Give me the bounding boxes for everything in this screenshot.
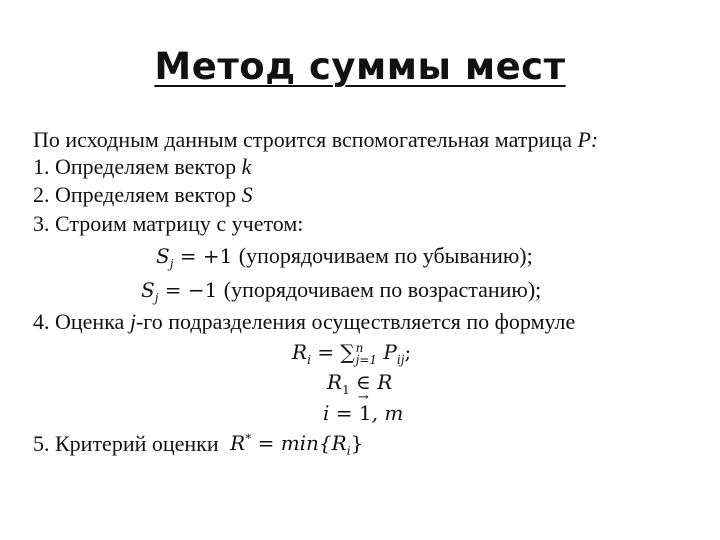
rule-1-line: $S_j = +1$ (упорядочиваем по убыванию); — [156, 243, 533, 271]
formula-r1: $R_1$ ∈ R — [327, 370, 393, 397]
step-2-text: 2. Определяем вектор — [33, 182, 237, 207]
rule-2-line: $S_j = -1$ (упорядочиваем по возрастанию); — [141, 277, 542, 305]
step-4-prefix: 4. Оценка — [33, 309, 125, 334]
step-1-line — [33, 155, 251, 179]
step-4-suffix: -го подразделения осуществляется по формуле — [135, 309, 576, 334]
step-1-text: 1. Определяем вектор — [33, 154, 237, 179]
step-3-line — [33, 212, 303, 236]
slide-title: Метод суммы мест — [154, 45, 566, 88]
intro-text: По исходным данным строится вспомогательная матрица — [33, 127, 572, 152]
step-3-text: 3. Строим матрицу с учетом: — [33, 211, 304, 236]
formula-index-range: i = → 1, m — [323, 401, 403, 425]
step-5-text: 5. Критерий оценки — [33, 431, 219, 456]
intro-var: P: — [577, 127, 599, 152]
step-2-var: S — [241, 182, 253, 207]
step-5-line — [33, 431, 364, 458]
step-4-var: j — [129, 309, 136, 334]
formula-criterion: $R^* = \min\{R_i\}$ — [230, 431, 364, 458]
step-4-line — [33, 310, 575, 334]
intro-line — [33, 128, 598, 152]
step-1-var: k — [241, 154, 252, 179]
formula-ri: $R_i$ = ∑ n j=1 $P_{ij}$; — [292, 340, 412, 367]
step-2-line — [33, 183, 253, 207]
